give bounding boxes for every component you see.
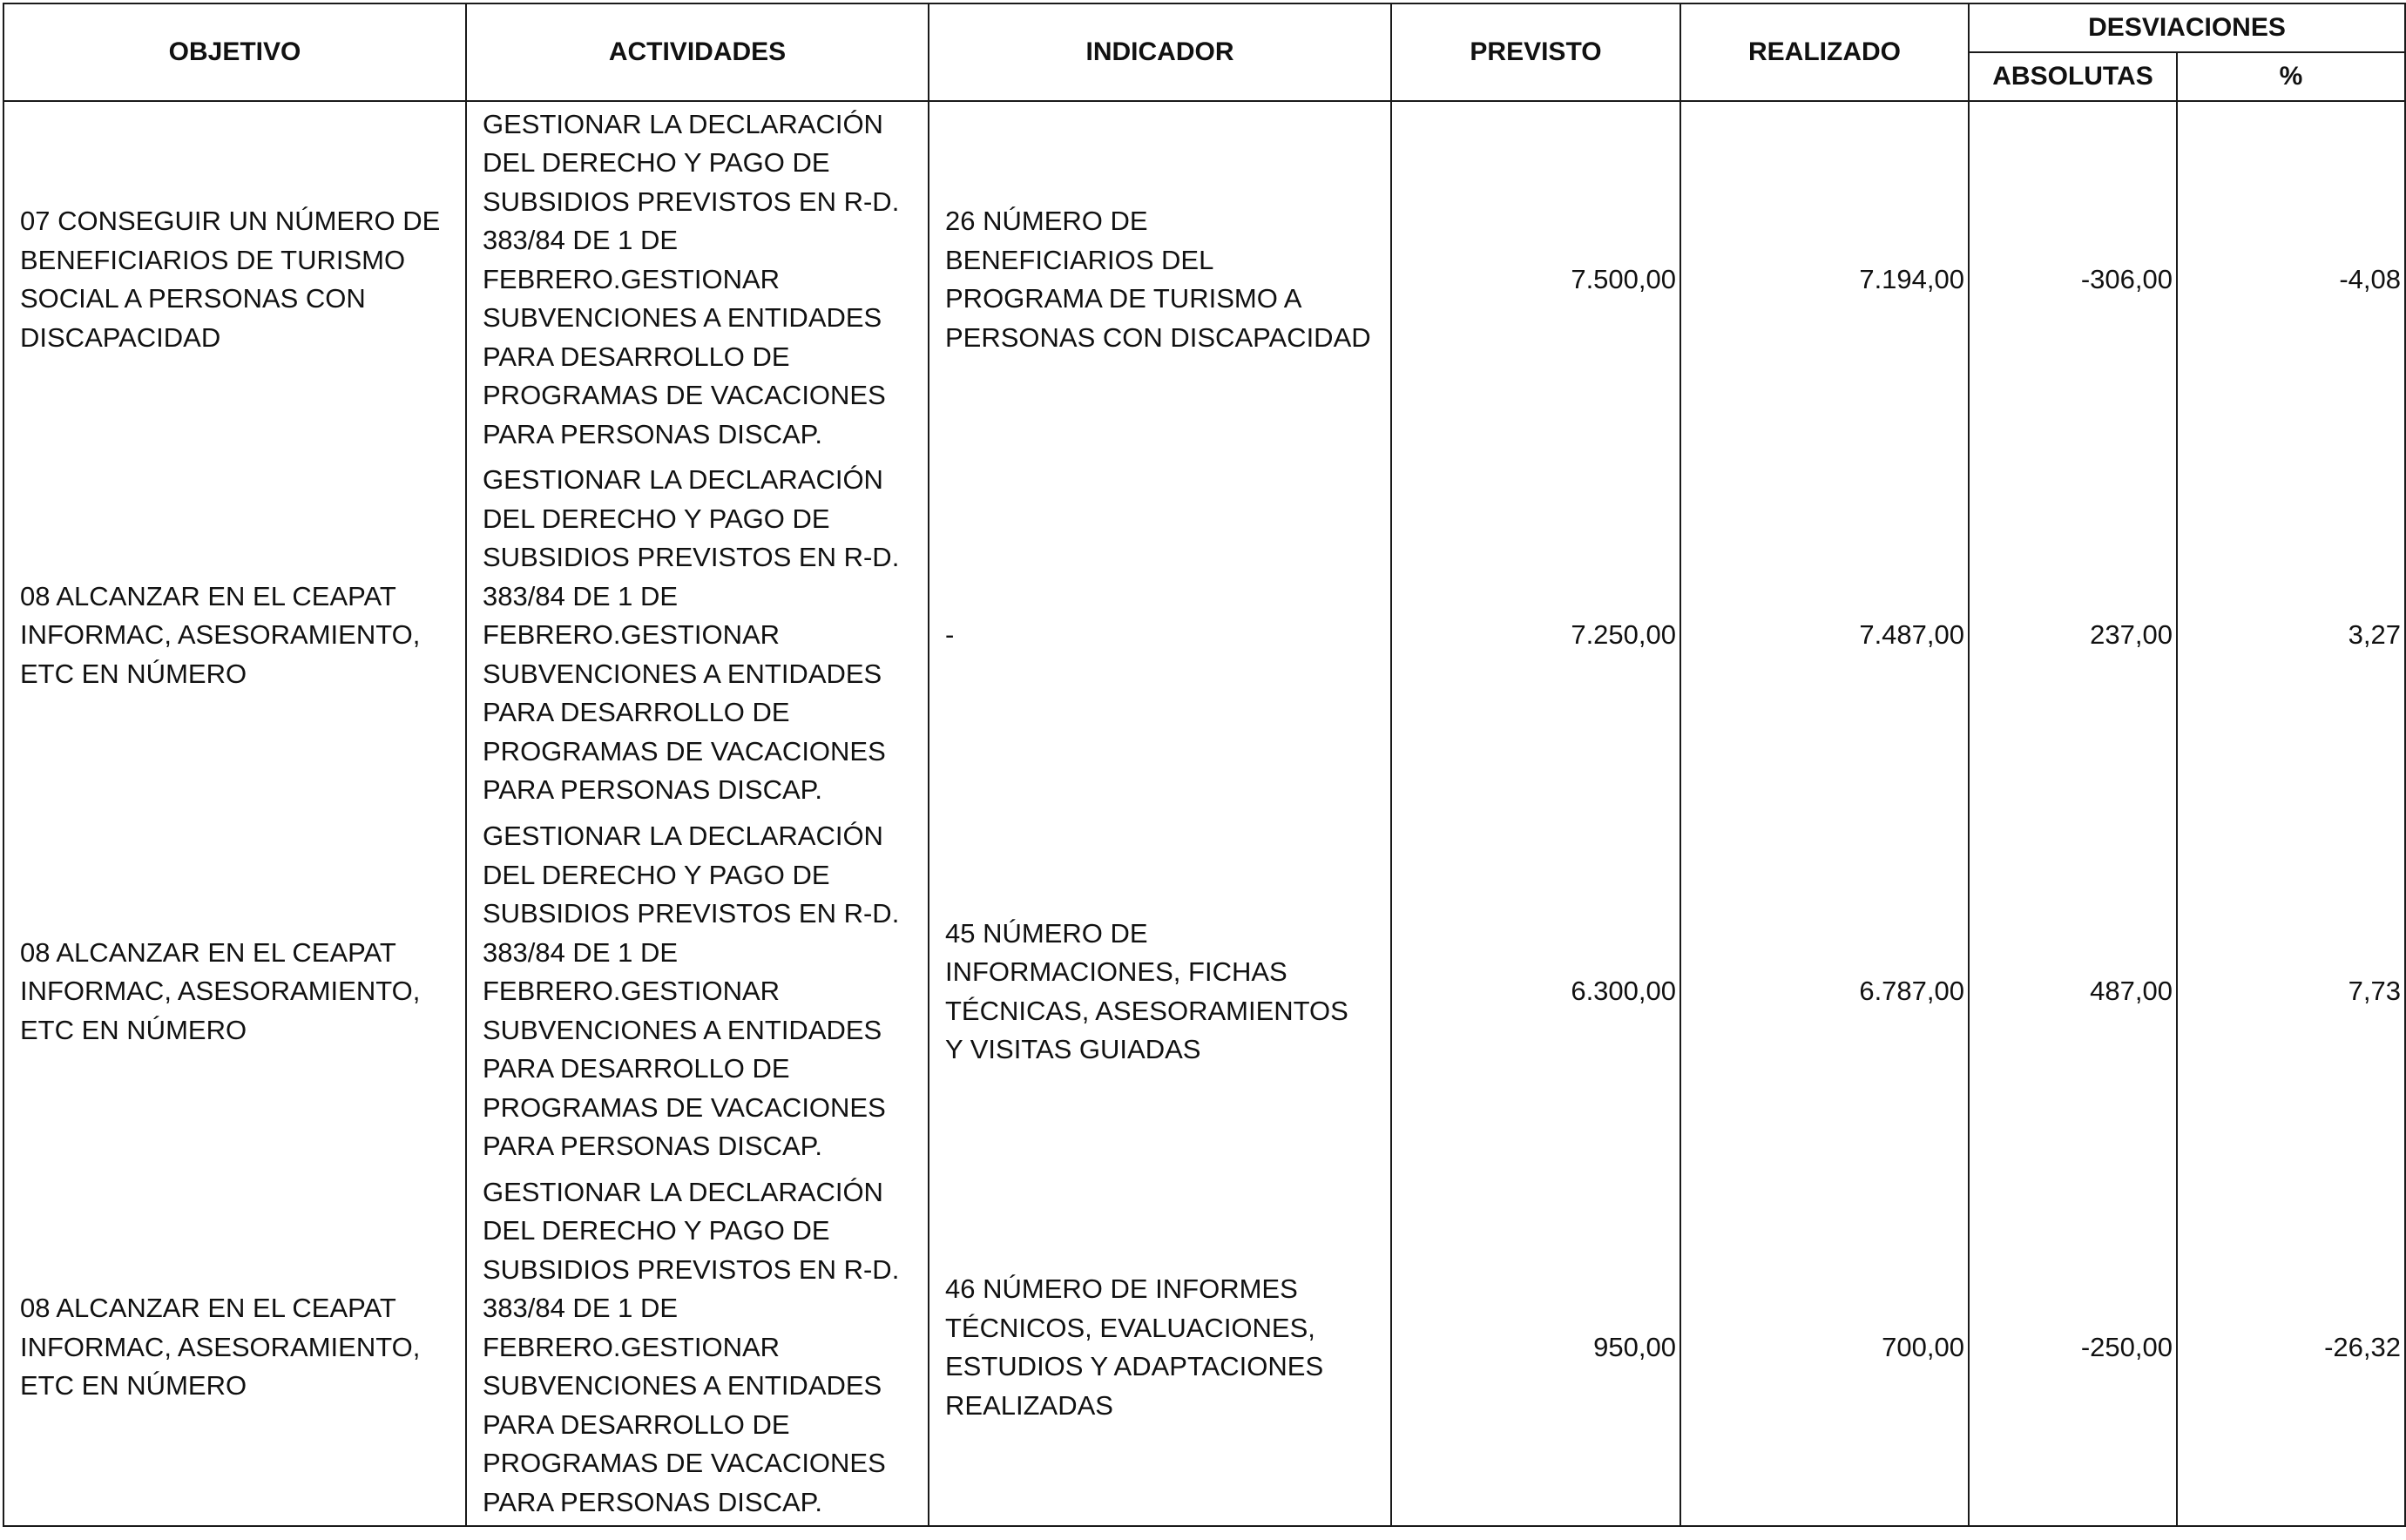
header-actividades: ACTIVIDADES <box>466 3 929 101</box>
header-realizado: REALIZADO <box>1680 3 1969 101</box>
header-porcentaje: % <box>2177 52 2405 101</box>
cell-absolutas: -306,00 <box>1969 101 2177 457</box>
cell-absolutas: -250,00 <box>1969 1170 2177 1526</box>
cell-objetivo: 07 CONSEGUIR UN NÚMERO DE BENEFICIARIOS DE TURISMO SOCIAL A PERSONAS CON DISCAPACIDAD <box>3 101 466 457</box>
cell-actividades: GESTIONAR LA DECLARACIÓN DEL DERECHO Y PAGO DE SUBSIDIOS PREVISTOS EN R-D. 383/84 DE 1 DE FEBRERO.GESTIONAR SUBVENCIONES A ENTIDADES PARA DESARROLLO DE PROGRAMAS DE VACACIONES PARA PERSONAS DISCAP. <box>466 1170 929 1526</box>
cell-previsto: 950,00 <box>1391 1170 1680 1526</box>
cell-realizado: 7.487,00 <box>1680 457 1969 814</box>
header-previsto: PREVISTO <box>1391 3 1680 101</box>
cell-indicador: 46 NÚMERO DE INFORMES TÉCNICOS, EVALUACIONES, ESTUDIOS Y ADAPTACIONES REALIZADAS <box>929 1170 1391 1526</box>
cell-actividades: GESTIONAR LA DECLARACIÓN DEL DERECHO Y PAGO DE SUBSIDIOS PREVISTOS EN R-D. 383/84 DE 1 DE FEBRERO.GESTIONAR SUBVENCIONES A ENTIDADES PARA DESARROLLO DE PROGRAMAS DE VACACIONES PARA PERSONAS DISCAP. <box>466 101 929 457</box>
cell-indicador: 45 NÚMERO DE INFORMACIONES, FICHAS TÉCNICAS, ASESORAMIENTOS Y VISITAS GUIADAS <box>929 814 1391 1170</box>
cell-porcentaje: 3,27 <box>2177 457 2405 814</box>
cell-indicador: - <box>929 457 1391 814</box>
cell-objetivo: 08 ALCANZAR EN EL CEAPAT INFORMAC, ASESORAMIENTO, ETC EN NÚMERO <box>3 814 466 1170</box>
cell-objetivo: 08 ALCANZAR EN EL CEAPAT INFORMAC, ASESORAMIENTO, ETC EN NÚMERO <box>3 457 466 814</box>
table-row <box>3 814 2405 1170</box>
header-objetivo: OBJETIVO <box>3 3 466 101</box>
cell-previsto: 7.250,00 <box>1391 457 1680 814</box>
objectives-table <box>3 3 2406 1527</box>
table-row <box>3 1170 2405 1526</box>
header-absolutas: ABSOLUTAS <box>1969 52 2177 101</box>
cell-objetivo: 08 ALCANZAR EN EL CEAPAT INFORMAC, ASESORAMIENTO, ETC EN NÚMERO <box>3 1170 466 1526</box>
cell-realizado: 700,00 <box>1680 1170 1969 1526</box>
cell-porcentaje: 7,73 <box>2177 814 2405 1170</box>
table-row <box>3 457 2405 814</box>
cell-actividades: GESTIONAR LA DECLARACIÓN DEL DERECHO Y PAGO DE SUBSIDIOS PREVISTOS EN R-D. 383/84 DE 1 DE FEBRERO.GESTIONAR SUBVENCIONES A ENTIDADES PARA DESARROLLO DE PROGRAMAS DE VACACIONES PARA PERSONAS DISCAP. <box>466 457 929 814</box>
header-row-top <box>3 3 2405 52</box>
cell-porcentaje: -26,32 <box>2177 1170 2405 1526</box>
header-indicador: INDICADOR <box>929 3 1391 101</box>
table-body <box>3 101 2405 1526</box>
report-sheet <box>3 3 2404 1537</box>
cell-previsto: 6.300,00 <box>1391 814 1680 1170</box>
cell-previsto: 7.500,00 <box>1391 101 1680 457</box>
cell-realizado: 7.194,00 <box>1680 101 1969 457</box>
cell-realizado: 6.787,00 <box>1680 814 1969 1170</box>
cell-absolutas: 487,00 <box>1969 814 2177 1170</box>
cell-porcentaje: -4,08 <box>2177 101 2405 457</box>
table-row <box>3 101 2405 457</box>
cell-actividades: GESTIONAR LA DECLARACIÓN DEL DERECHO Y PAGO DE SUBSIDIOS PREVISTOS EN R-D. 383/84 DE 1 DE FEBRERO.GESTIONAR SUBVENCIONES A ENTIDADES PARA DESARROLLO DE PROGRAMAS DE VACACIONES PARA PERSONAS DISCAP. <box>466 814 929 1170</box>
cell-indicador: 26 NÚMERO DE BENEFICIARIOS DEL PROGRAMA DE TURISMO A PERSONAS CON DISCAPACIDAD <box>929 101 1391 457</box>
cell-absolutas: 237,00 <box>1969 457 2177 814</box>
header-desviaciones: DESVIACIONES <box>1969 3 2405 52</box>
table-header <box>3 3 2405 101</box>
